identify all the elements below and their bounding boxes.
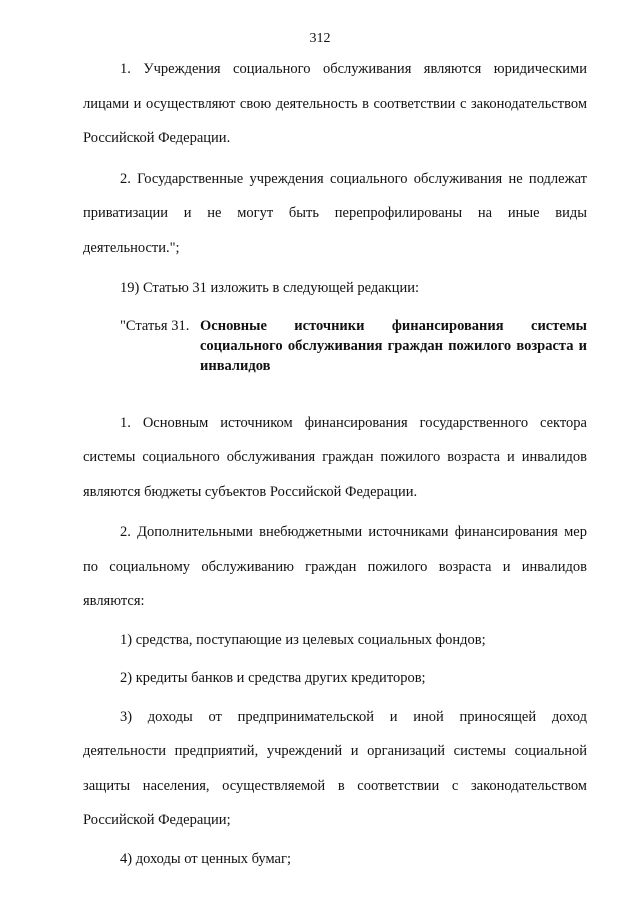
paragraph-amendment-item-19: 19) Статью 31 изложить в следующей редакции:	[120, 280, 419, 296]
paragraph-additional-funding-sources: 2. Дополнительными внебюджетными источниками финансирования мер по социальному обслуживанию граждан пожилого возраста и инвалидов являются:	[83, 524, 587, 609]
list-item-target-social-funds: 1) средства, поступающие из целевых социальных фондов;	[120, 631, 486, 648]
paragraph-legal-entity-status: 1. Учреждения социального обслуживания являются юридическими лицами и осуществляют свою деятельность в соответствии с законодательством Российской Федерации.	[83, 61, 587, 146]
paragraph-no-privatization: 2. Государственные учреждения социального обслуживания не подлежат приватизации и не могут быть перепрофилированы на иные виды деятельности.";	[83, 170, 587, 256]
list-item-securities-income: 4) доходы от ценных бумаг;	[120, 850, 291, 867]
page-number: 312	[309, 31, 331, 46]
article-title: Основные источники финансирования системы социального обслуживания граждан пожилого возраста и инвалидов	[200, 317, 587, 374]
document-body	[83, 52, 587, 876]
list-item-business-income: 3) доходы от предпринимательской и иной приносящей доход деятельности предприятий, учреждений и организаций системы социальной защиты населения, осуществляемой в соответствии с законодательством Российской Федерации;	[83, 708, 587, 828]
article-heading	[120, 316, 587, 376]
article-number-label: "Статья 31.	[120, 317, 190, 334]
paragraph-main-funding-source: 1. Основным источником финансирования государственного сектора системы социального обслуживания граждан пожилого возраста и инвалидов являются бюджеты субъектов Российской Федерации.	[83, 414, 587, 500]
list-item-bank-credits: 2) кредиты банков и средства других кредиторов;	[120, 670, 426, 686]
